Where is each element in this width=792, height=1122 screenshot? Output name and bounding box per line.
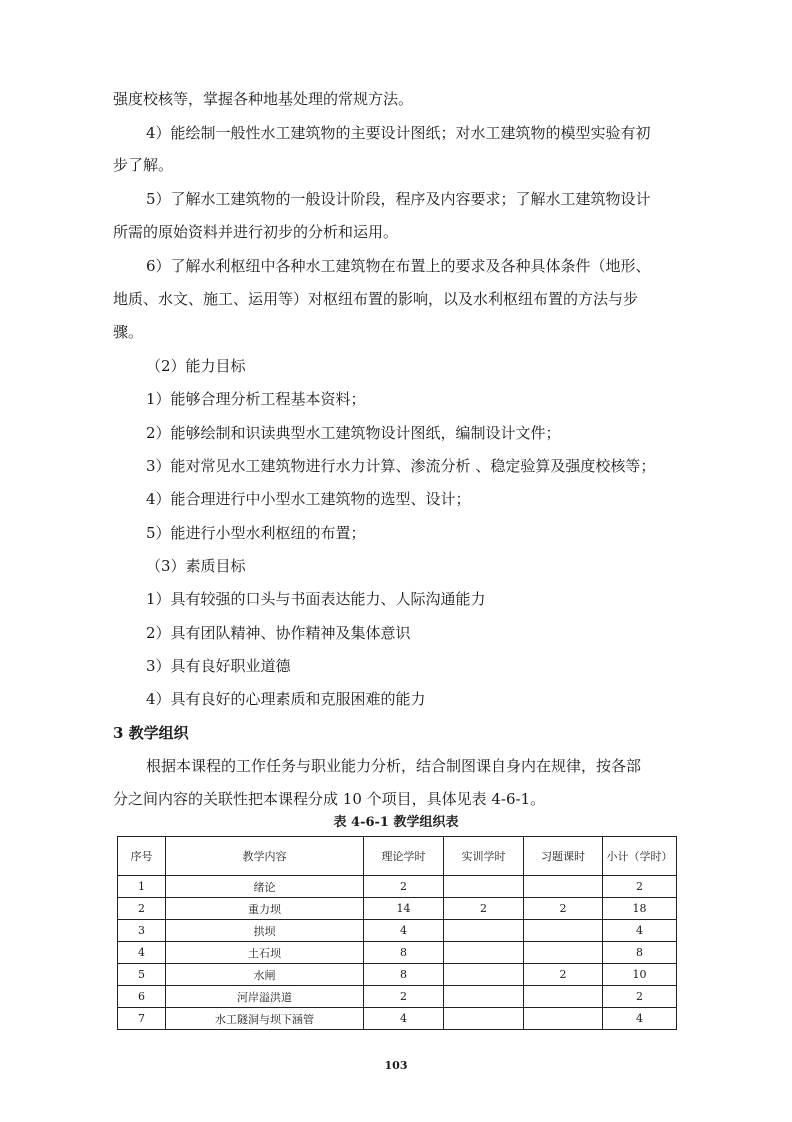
list-item: 1）具有较强的口头与书面表达能力、人际沟通能力 — [146, 590, 486, 608]
table-cell: 水闸 — [166, 964, 364, 986]
paragraph-text: 5）了解水工建筑物的一般设计阶段，程序及内容要求；了解水工建筑物设计 — [146, 190, 651, 208]
list-item: 5）能进行小型水利枢纽的布置； — [146, 524, 366, 542]
table-cell — [444, 920, 524, 942]
subsection-title-ability: （2）能力目标 — [146, 357, 246, 375]
subsection-title-quality: （3）素质目标 — [146, 557, 246, 575]
table-cell: 重力坝 — [166, 898, 364, 920]
paragraph-text: 步了解。 — [113, 156, 174, 174]
list-item: 2）具有团队精神、协作精神及集体意识 — [146, 624, 411, 642]
table-cell: 4 — [603, 920, 677, 942]
table-cell: 3 — [118, 920, 166, 942]
table-cell: 1 — [118, 876, 166, 898]
table-cell — [524, 876, 603, 898]
table-cell: 5 — [118, 964, 166, 986]
table-cell: 7 — [118, 1008, 166, 1030]
table-cell — [444, 942, 524, 964]
paragraph-text: 分之间内容的关联性把本课程分成 10 个项目，具体见表 4-6-1。 — [113, 790, 546, 808]
table-cell: 土石坝 — [166, 942, 364, 964]
table-row — [118, 920, 677, 942]
table-cell: 2 — [524, 898, 603, 920]
table-cell — [444, 876, 524, 898]
list-item: 4）具有良好的心理素质和克服困难的能力 — [146, 690, 426, 708]
table-cell — [524, 920, 603, 942]
paragraph-text: 强度校核等，掌握各种地基处理的常规方法。 — [113, 90, 414, 108]
section-heading: 3 教学组织 — [113, 724, 189, 742]
table-row — [118, 1008, 677, 1030]
table-row — [118, 876, 677, 898]
table-cell: 18 — [603, 898, 677, 920]
column-header: 教学内容 — [166, 837, 364, 876]
table-cell: 4 — [118, 942, 166, 964]
teaching-organization-table — [117, 836, 677, 1030]
table-cell: 2 — [444, 898, 524, 920]
table-cell: 10 — [603, 964, 677, 986]
table-cell: 拱坝 — [166, 920, 364, 942]
table-cell: 2 — [118, 898, 166, 920]
table-cell: 绪论 — [166, 876, 364, 898]
table-cell: 2 — [603, 986, 677, 1008]
table-cell — [524, 942, 603, 964]
list-item: 3）具有良好职业道德 — [146, 657, 291, 675]
table-cell: 2 — [603, 876, 677, 898]
table-row — [118, 986, 677, 1008]
list-item: 1）能够合理分析工程基本资料； — [146, 390, 366, 408]
table-row — [118, 898, 677, 920]
column-header: 习题课时 — [524, 837, 603, 876]
table-header-row — [118, 837, 677, 876]
paragraph-text: 地质、水文、施工、运用等）对枢纽布置的影响，以及水利枢纽布置的方法与步 — [113, 290, 639, 308]
list-item: 2）能够绘制和识读典型水工建筑物设计图纸，编制设计文件； — [146, 424, 561, 442]
table-cell — [524, 986, 603, 1008]
paragraph-text: 6）了解水利枢纽中各种水工建筑物在布置上的要求及各种具体条件（地形、 — [146, 257, 651, 275]
table-caption: 表 4-6-1 教学组织表 — [333, 815, 459, 830]
table-cell: 8 — [364, 942, 444, 964]
table-row — [118, 964, 677, 986]
table-cell: 8 — [364, 964, 444, 986]
table-cell — [524, 1008, 603, 1030]
list-item: 4）能合理进行中小型水工建筑物的选型、设计； — [146, 490, 471, 508]
paragraph-text: 骤。 — [113, 323, 144, 341]
table-cell — [444, 964, 524, 986]
column-header: 实训学时 — [444, 837, 524, 876]
paragraph-text: 所需的原始资料并进行初步的分析和运用。 — [113, 223, 399, 241]
column-header: 理论学时 — [364, 837, 444, 876]
paragraph-text: 4）能绘制一般性水工建筑物的主要设计图纸；对水工建筑物的模型实验有初 — [146, 124, 651, 142]
page-number: 103 — [384, 1059, 408, 1072]
table-cell: 2 — [364, 986, 444, 1008]
table-cell: 14 — [364, 898, 444, 920]
table-cell: 8 — [603, 942, 677, 964]
table-cell: 河岸溢洪道 — [166, 986, 364, 1008]
table-cell — [444, 1008, 524, 1030]
table-cell: 4 — [364, 1008, 444, 1030]
paragraph-text: 根据本课程的工作任务与职业能力分析，结合制图课自身内在规律，按各部 — [146, 757, 642, 775]
table-cell: 6 — [118, 986, 166, 1008]
table-cell: 4 — [364, 920, 444, 942]
list-item: 3）能对常见水工建筑物进行水力计算、渗流分析 、稳定验算及强度校核等； — [146, 457, 656, 475]
table-cell: 4 — [603, 1008, 677, 1030]
column-header: 小计（学时） — [603, 837, 677, 876]
table-cell: 2 — [524, 964, 603, 986]
column-header: 序号 — [118, 837, 166, 876]
table-cell: 水工隧洞与坝下涵管 — [166, 1008, 364, 1030]
table-cell — [444, 986, 524, 1008]
table-cell: 2 — [364, 876, 444, 898]
table-row — [118, 942, 677, 964]
